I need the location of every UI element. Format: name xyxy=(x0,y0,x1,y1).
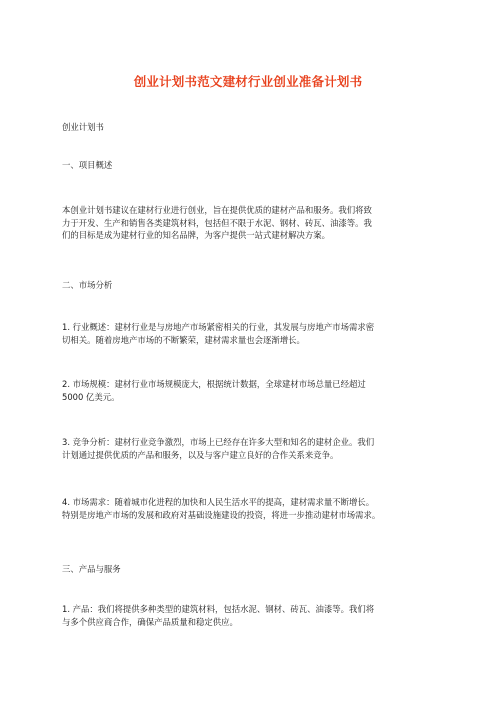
paragraph-line: 们的目标是成为建材行业的知名品牌，为客户提供一站式建材解决方案。 xyxy=(62,230,330,240)
paragraph-line: 本创业计划书建议在建材行业进行创业，旨在提供优质的建材产品和服务。我们将致 xyxy=(62,205,372,215)
paragraph-line: 特别是房地产市场的发展和政府对基础设施建设的投资，将进一步推动建材市场需求。 xyxy=(62,509,381,520)
paragraph-line: 计划通过提供优质的产品和服务，以及与客户建立良好的合作关系来竞争。 xyxy=(62,449,339,460)
paragraph-line: 与多个供应商合作，确保产品质量和稳定供应。 xyxy=(62,616,238,627)
paragraph-market-demand xyxy=(62,496,444,521)
section-heading-market: 二、市场分析 xyxy=(62,280,113,290)
document-label: 创业计划书 xyxy=(62,122,104,132)
paragraph-market-size xyxy=(62,378,444,403)
paragraph-line: 3. 竞争分析：建材行业竞争激烈，市场上已经存在许多大型和知名的建材企业。我们 xyxy=(62,437,375,447)
document-title: 创业计划书范文建材行业创业准备计划书 xyxy=(133,74,363,89)
section-heading-products: 三、产品与服务 xyxy=(62,564,121,574)
section-heading-overview: 一、项目概述 xyxy=(62,160,113,170)
paragraph-line: 力于开发、生产和销售各类建筑材料，包括但不限于水泥、钢材、砖瓦、油漆等。我 xyxy=(62,217,372,228)
paragraph-line: 1. 产品：我们将提供多种类型的建筑材料，包括水泥、钢材、砖瓦、油漆等。我们将 xyxy=(62,604,375,614)
paragraph-line: 1. 行业概述：建材行业是与房地产市场紧密相关的行业，其发展与房地产市场需求密 xyxy=(62,322,375,332)
paragraph-competition xyxy=(62,436,444,461)
paragraph-industry-overview xyxy=(62,321,444,346)
paragraph-line: 2. 市场规模：建材行业市场规模庞大，根据统计数据，全球建材市场总量已经超过 xyxy=(62,379,366,389)
paragraph-line: 切相关。随着房地产市场的不断繁荣，建材需求量也会逐渐增长。 xyxy=(62,334,305,345)
paragraph-products xyxy=(62,603,444,628)
paragraph-line: 4. 市场需求：随着城市化进程的加快和人民生活水平的提高，建材需求量不断增长。 xyxy=(62,497,375,507)
paragraph-line: 5000 亿美元。 xyxy=(62,391,120,402)
paragraph-overview xyxy=(62,204,444,242)
